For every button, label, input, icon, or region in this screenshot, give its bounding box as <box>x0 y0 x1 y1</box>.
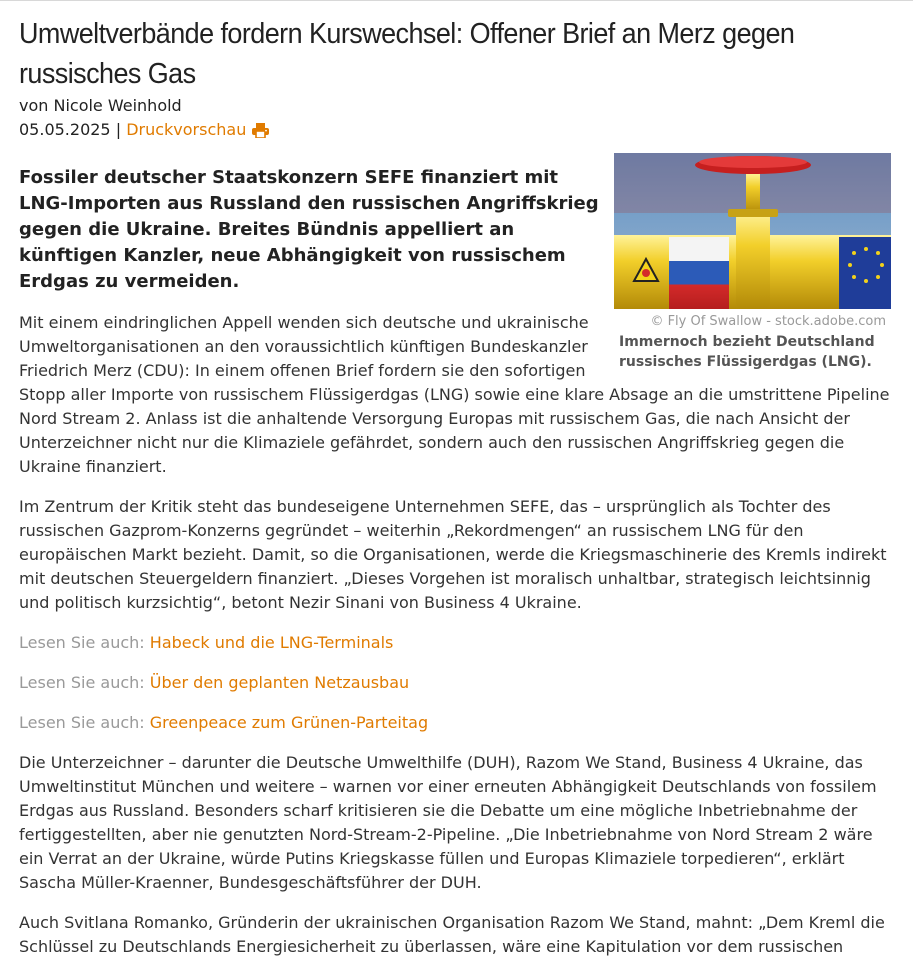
printer-icon <box>252 121 269 145</box>
print-preview-link[interactable] <box>126 120 269 139</box>
body-paragraph: Auch Svitlana Romanko, Gründerin der ukrainischen Organisation Razom We Stand, mahnt: „Dem Kreml die Schlüssel zu Deutschlands Energiesicherheit zu überlassen, wäre eine Kapitulation vor dem russischen <box>19 913 885 956</box>
read-also <box>19 631 891 655</box>
read-also-link[interactable]: Habeck und die LNG-Terminals <box>149 633 394 652</box>
body-paragraph: Im Zentrum der Kritik steht das bundeseigene Unternehmen SEFE, das – ursprünglich als Tochter des russischen Gazprom-Konzerns gegründet – weiterhin „Rekordmengen“ an russischem LNG für den europäischen Markt bezieht. Damit, so die Organisationen, werde die Kriegsmaschinerie des Kremls indirekt mit deutschen Steuergeldern finanziert. „Dieses Vorgehen ist moralisch unhaltbar, strategisch leichtsinnig und politisch kurzsichtig“, betont Nezir Sinani von Business 4 Ukraine. <box>19 497 887 612</box>
body-paragraph: Mit einem eindringlichen Appell wenden sich deutsche und ukrainische Umweltorganisationen an den voraussichtlich künftigen Bundeskanzler Friedrich Merz (CDU): In einem offenen Brief fordern sie den sofortigen Stopp aller Importe von russischem Flüssigerdgas (LNG) sowie eine klare Absage an die umstrittene Pipeline Nord Stream 2. Anlass ist die anhaltende Versorgung Europas mit russischem Gas, die nach Ansicht der Unterzeichner nicht nur die Klimaziele gefährdet, sondern auch den russischen Angriffskrieg gegen die Ukraine finanziert. <box>19 313 890 476</box>
article-title: Umweltverbände fordern Kurswechsel: Offener Brief an Merz gegen russisches Gas <box>19 18 795 90</box>
article-lead: Fossiler deutscher Staatskonzern SEFE finanziert mit LNG-Importen aus Russland den russischen Angriffskrieg gegen die Ukraine. Breites Bündnis appelliert an künftigen Kanzler, neue Abhängigkeit von russischem Erdgas zu vermeiden. <box>19 167 599 292</box>
read-also-link[interactable]: Über den geplanten Netzausbau <box>149 673 410 692</box>
article-date: 05.05.2025 <box>19 120 111 139</box>
article <box>19 14 891 959</box>
body-paragraph: Die Unterzeichner – darunter die Deutsche Umwelthilfe (DUH), Razom We Stand, Business 4 Ukraine, das Umweltinstitut München und weitere – warnen vor einer erneuten Abhängigkeit Deutschlands von fossilem Erdgas aus Russland. Besonders scharf kritisieren sie die Debatte um eine mögliche Inbetriebnahme der fertiggestellten, aber nie genutzten Nord-Stream-2-Pipeline. „Die Inbetriebnahme von Nord Stream 2 wäre ein Verrat an der Ukraine, würde Putins Kriegskasse füllen und Europas Klimaziele torpedieren“, erklärt Sascha Müller-Kraenner, Bundesgeschäftsführer der DUH. <box>19 753 877 892</box>
read-also-prefix: Lesen Sie auch: <box>19 713 150 732</box>
read-also <box>19 711 891 735</box>
print-preview-label: Druckvorschau <box>126 120 247 139</box>
image-credit: © Fly Of Swallow - stock.adobe.com <box>650 314 886 329</box>
article-meta <box>19 118 891 145</box>
article-image[interactable] <box>614 153 891 309</box>
read-also <box>19 671 891 695</box>
meta-separator: | <box>115 120 122 139</box>
article-figure <box>614 153 891 372</box>
read-also-prefix: Lesen Sie auch: <box>19 633 150 652</box>
image-caption: Immernoch bezieht Deutschland russisches Flüssigerdgas (LNG). <box>619 334 875 370</box>
read-also-prefix: Lesen Sie auch: <box>19 673 150 692</box>
article-author: von Nicole Weinhold <box>19 96 182 115</box>
read-also-link[interactable]: Greenpeace zum Grünen-Parteitag <box>149 713 429 732</box>
top-divider <box>0 0 913 1</box>
